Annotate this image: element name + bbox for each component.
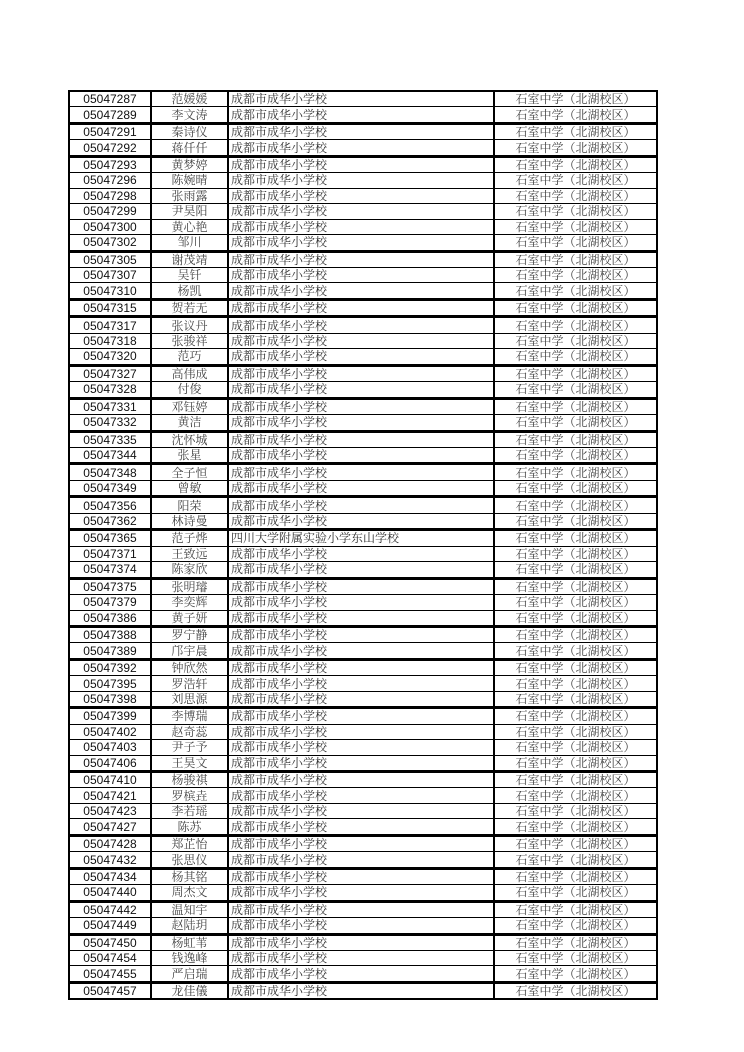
table-row <box>69 349 657 365</box>
student-name-cell: 陈家欣 <box>151 562 228 578</box>
table-row <box>69 755 657 771</box>
admitted-school-cell: 石室中学（北湖校区） <box>494 546 657 561</box>
admitted-school-cell: 石室中学（北湖校区） <box>494 595 657 610</box>
table-row <box>69 885 657 901</box>
primary-school-cell: 成都市成华小学校 <box>228 283 494 299</box>
student-id-cell: 05047388 <box>69 626 151 642</box>
student-id-cell: 05047307 <box>69 267 151 282</box>
table-row <box>69 513 657 529</box>
admitted-school-cell: 石室中学（北湖校区） <box>494 643 657 659</box>
primary-school-cell: 成都市成华小学校 <box>228 235 494 251</box>
table-row <box>69 204 657 219</box>
admitted-school-cell: 石室中学（北湖校区） <box>494 659 657 675</box>
primary-school-cell: 成都市成华小学校 <box>228 676 494 691</box>
student-name-cell: 陈苏 <box>151 819 228 835</box>
table-row <box>69 626 657 642</box>
admitted-school-cell: 石室中学（北湖校区） <box>494 982 657 999</box>
admitted-school-cell: 石室中学（北湖校区） <box>494 267 657 282</box>
admitted-school-cell: 石室中学（北湖校区） <box>494 204 657 219</box>
admitted-school-cell: 石室中学（北湖校区） <box>494 480 657 496</box>
table-row <box>69 918 657 934</box>
student-name-cell: 钟欣然 <box>151 659 228 675</box>
student-id-cell: 05047302 <box>69 235 151 251</box>
primary-school-cell: 成都市成华小学校 <box>228 626 494 642</box>
admitted-school-cell: 石室中学（北湖校区） <box>494 803 657 818</box>
student-name-cell: 温知宇 <box>151 901 228 917</box>
student-id-cell: 05047291 <box>69 123 151 139</box>
admitted-school-cell: 石室中学（北湖校区） <box>494 349 657 365</box>
student-name-cell: 贺若无 <box>151 299 228 316</box>
admitted-school-cell: 石室中学（北湖校区） <box>494 934 657 950</box>
primary-school-cell: 成都市成华小学校 <box>228 317 494 333</box>
table-row <box>69 772 657 788</box>
admitted-school-cell: 石室中学（北湖校区） <box>494 868 657 884</box>
admitted-school-cell: 石室中学（北湖校区） <box>494 382 657 398</box>
student-name-cell: 罗浩轩 <box>151 676 228 691</box>
admitted-school-cell: 石室中学（北湖校区） <box>494 447 657 463</box>
table-row <box>69 691 657 707</box>
student-name-cell: 全子恒 <box>151 464 228 480</box>
primary-school-cell: 成都市成华小学校 <box>228 91 494 107</box>
student-id-cell: 05047356 <box>69 497 151 513</box>
primary-school-cell: 成都市成华小学校 <box>228 447 494 463</box>
admitted-school-cell: 石室中学（北湖校区） <box>494 513 657 529</box>
student-id-cell: 05047421 <box>69 788 151 803</box>
admitted-school-cell: 石室中学（北湖校区） <box>494 140 657 156</box>
primary-school-cell: 成都市成华小学校 <box>228 333 494 348</box>
table-row <box>69 497 657 513</box>
primary-school-cell: 成都市成华小学校 <box>228 365 494 381</box>
student-name-cell: 杨虹苇 <box>151 934 228 950</box>
student-id-cell: 05047371 <box>69 546 151 561</box>
student-id-cell: 05047403 <box>69 740 151 755</box>
admitted-school-cell: 石室中学（北湖校区） <box>494 333 657 348</box>
table-row <box>69 140 657 156</box>
student-id-cell: 05047386 <box>69 610 151 626</box>
primary-school-cell: 成都市成华小学校 <box>228 691 494 707</box>
table-row <box>69 901 657 917</box>
student-id-cell: 05047398 <box>69 691 151 707</box>
admitted-school-cell: 石室中学（北湖校区） <box>494 610 657 626</box>
primary-school-cell: 成都市成华小学校 <box>228 951 494 966</box>
student-id-cell: 05047379 <box>69 595 151 610</box>
table-row <box>69 819 657 835</box>
student-id-cell: 05047455 <box>69 966 151 982</box>
admitted-school-cell: 石室中学（北湖校区） <box>494 772 657 788</box>
student-id-cell: 05047287 <box>69 91 151 107</box>
primary-school-cell: 成都市成华小学校 <box>228 513 494 529</box>
student-id-cell: 05047293 <box>69 156 151 172</box>
table-row <box>69 382 657 398</box>
admitted-school-cell: 石室中学（北湖校区） <box>494 219 657 234</box>
admitted-school-cell: 石室中学（北湖校区） <box>494 398 657 414</box>
primary-school-cell: 成都市成华小学校 <box>228 107 494 123</box>
admitted-school-cell: 石室中学（北湖校区） <box>494 156 657 172</box>
table-row <box>69 219 657 234</box>
student-name-cell: 范媛媛 <box>151 91 228 107</box>
student-name-cell: 邹川 <box>151 235 228 251</box>
student-name-cell: 钱逸峰 <box>151 951 228 966</box>
primary-school-cell: 成都市成华小学校 <box>228 708 494 724</box>
student-name-cell: 张星 <box>151 447 228 463</box>
student-name-cell: 张议丹 <box>151 317 228 333</box>
primary-school-cell: 成都市成华小学校 <box>228 724 494 739</box>
table-row <box>69 788 657 803</box>
student-id-cell: 05047389 <box>69 643 151 659</box>
primary-school-cell: 成都市成华小学校 <box>228 835 494 851</box>
student-id-cell: 05047348 <box>69 464 151 480</box>
table-row <box>69 966 657 982</box>
student-id-cell: 05047457 <box>69 982 151 999</box>
admitted-school-cell: 石室中学（北湖校区） <box>494 188 657 203</box>
student-name-cell: 高伟成 <box>151 365 228 381</box>
student-name-cell: 范巧 <box>151 349 228 365</box>
primary-school-cell: 成都市成华小学校 <box>228 659 494 675</box>
student-name-cell: 张思仪 <box>151 852 228 868</box>
primary-school-cell: 成都市成华小学校 <box>228 595 494 610</box>
student-id-cell: 05047399 <box>69 708 151 724</box>
student-name-cell: 王昊文 <box>151 755 228 771</box>
table-row <box>69 676 657 691</box>
primary-school-cell: 成都市成华小学校 <box>228 966 494 982</box>
student-id-cell: 05047292 <box>69 140 151 156</box>
primary-school-cell: 成都市成华小学校 <box>228 755 494 771</box>
student-name-cell: 李文涛 <box>151 107 228 123</box>
student-id-cell: 05047449 <box>69 918 151 934</box>
student-id-cell: 05047305 <box>69 251 151 267</box>
student-name-cell: 黄梦婷 <box>151 156 228 172</box>
admitted-school-cell: 石室中学（北湖校区） <box>494 299 657 316</box>
student-id-cell: 05047296 <box>69 173 151 188</box>
admitted-school-cell: 石室中学（北湖校区） <box>494 317 657 333</box>
admitted-school-cell: 石室中学（北湖校区） <box>494 835 657 851</box>
primary-school-cell: 成都市成华小学校 <box>228 480 494 496</box>
student-id-cell: 05047289 <box>69 107 151 123</box>
student-id-cell: 05047440 <box>69 885 151 901</box>
admitted-school-cell: 石室中学（北湖校区） <box>494 626 657 642</box>
student-id-cell: 05047310 <box>69 283 151 299</box>
table-row <box>69 91 657 107</box>
student-id-cell: 05047395 <box>69 676 151 691</box>
table-row <box>69 235 657 251</box>
primary-school-cell: 成都市成华小学校 <box>228 918 494 934</box>
primary-school-cell: 成都市成华小学校 <box>228 901 494 917</box>
student-name-cell: 郑芷怡 <box>151 835 228 851</box>
student-id-cell: 05047454 <box>69 951 151 966</box>
student-name-cell: 沈怀城 <box>151 431 228 447</box>
admitted-school-cell: 石室中学（北湖校区） <box>494 365 657 381</box>
student-name-cell: 谢茂靖 <box>151 251 228 267</box>
student-name-cell: 尹昊阳 <box>151 204 228 219</box>
admitted-school-cell: 石室中学（北湖校区） <box>494 562 657 578</box>
admitted-school-cell: 石室中学（北湖校区） <box>494 901 657 917</box>
table-row <box>69 188 657 203</box>
student-name-cell: 李奕辉 <box>151 595 228 610</box>
admitted-school-cell: 石室中学（北湖校区） <box>494 530 657 546</box>
student-name-cell: 蒋仟仟 <box>151 140 228 156</box>
table-row <box>69 480 657 496</box>
admitted-school-cell: 石室中学（北湖校区） <box>494 578 657 594</box>
student-id-cell: 05047423 <box>69 803 151 818</box>
student-table-body <box>69 91 657 999</box>
table-row <box>69 431 657 447</box>
student-id-cell: 05047427 <box>69 819 151 835</box>
student-name-cell: 尹子予 <box>151 740 228 755</box>
table-row <box>69 835 657 851</box>
primary-school-cell: 成都市成华小学校 <box>228 934 494 950</box>
student-id-cell: 05047299 <box>69 204 151 219</box>
student-name-cell: 张骏祥 <box>151 333 228 348</box>
primary-school-cell: 成都市成华小学校 <box>228 610 494 626</box>
student-id-cell: 05047410 <box>69 772 151 788</box>
admitted-school-cell: 石室中学（北湖校区） <box>494 283 657 299</box>
admitted-school-cell: 石室中学（北湖校区） <box>494 918 657 934</box>
student-id-cell: 05047317 <box>69 317 151 333</box>
student-id-cell: 05047402 <box>69 724 151 739</box>
table-row <box>69 365 657 381</box>
admitted-school-cell: 石室中学（北湖校区） <box>494 91 657 107</box>
student-name-cell: 龙佳儀 <box>151 982 228 999</box>
student-name-cell: 林诗曼 <box>151 513 228 529</box>
primary-school-cell: 成都市成华小学校 <box>228 219 494 234</box>
student-name-cell: 邓钰婷 <box>151 398 228 414</box>
student-name-cell: 张明璿 <box>151 578 228 594</box>
table-row <box>69 251 657 267</box>
table-row <box>69 398 657 414</box>
student-id-cell: 05047318 <box>69 333 151 348</box>
student-name-cell: 王致远 <box>151 546 228 561</box>
primary-school-cell: 成都市成华小学校 <box>228 546 494 561</box>
table-row <box>69 123 657 139</box>
student-id-cell: 05047320 <box>69 349 151 365</box>
student-name-cell: 杨凯 <box>151 283 228 299</box>
table-row <box>69 415 657 431</box>
primary-school-cell: 成都市成华小学校 <box>228 643 494 659</box>
table-row <box>69 982 657 999</box>
table-row <box>69 578 657 594</box>
student-name-cell: 张雨露 <box>151 188 228 203</box>
student-name-cell: 付俊 <box>151 382 228 398</box>
student-name-cell: 赵奇蕊 <box>151 724 228 739</box>
admitted-school-cell: 石室中学（北湖校区） <box>494 464 657 480</box>
primary-school-cell: 成都市成华小学校 <box>228 123 494 139</box>
table-row <box>69 530 657 546</box>
admitted-school-cell: 石室中学（北湖校区） <box>494 123 657 139</box>
primary-school-cell: 成都市成华小学校 <box>228 349 494 365</box>
table-row <box>69 317 657 333</box>
student-id-cell: 05047349 <box>69 480 151 496</box>
primary-school-cell: 成都市成华小学校 <box>228 982 494 999</box>
table-row <box>69 447 657 463</box>
primary-school-cell: 成都市成华小学校 <box>228 868 494 884</box>
student-name-cell: 李博瑞 <box>151 708 228 724</box>
primary-school-cell: 成都市成华小学校 <box>228 299 494 316</box>
student-name-cell: 阳荣 <box>151 497 228 513</box>
student-table <box>68 90 658 1000</box>
student-id-cell: 05047315 <box>69 299 151 316</box>
student-id-cell: 05047375 <box>69 578 151 594</box>
table-row <box>69 267 657 282</box>
table-row <box>69 464 657 480</box>
student-name-cell: 赵陆玥 <box>151 918 228 934</box>
student-id-cell: 05047332 <box>69 415 151 431</box>
student-name-cell: 范子烨 <box>151 530 228 546</box>
table-row <box>69 156 657 172</box>
primary-school-cell: 成都市成华小学校 <box>228 398 494 414</box>
table-row <box>69 333 657 348</box>
student-id-cell: 05047406 <box>69 755 151 771</box>
primary-school-cell: 成都市成华小学校 <box>228 382 494 398</box>
table-row <box>69 546 657 561</box>
admitted-school-cell: 石室中学（北湖校区） <box>494 724 657 739</box>
table-row <box>69 299 657 316</box>
student-id-cell: 05047335 <box>69 431 151 447</box>
student-name-cell: 曾敏 <box>151 480 228 496</box>
student-id-cell: 05047327 <box>69 365 151 381</box>
student-name-cell: 杨骏祺 <box>151 772 228 788</box>
student-name-cell: 黄子妍 <box>151 610 228 626</box>
primary-school-cell: 成都市成华小学校 <box>228 140 494 156</box>
primary-school-cell: 成都市成华小学校 <box>228 740 494 755</box>
student-id-cell: 05047450 <box>69 934 151 950</box>
student-name-cell: 邝宇晨 <box>151 643 228 659</box>
admitted-school-cell: 石室中学（北湖校区） <box>494 740 657 755</box>
primary-school-cell: 成都市成华小学校 <box>228 772 494 788</box>
admitted-school-cell: 石室中学（北湖校区） <box>494 107 657 123</box>
table-row <box>69 610 657 626</box>
primary-school-cell: 成都市成华小学校 <box>228 819 494 835</box>
table-row <box>69 659 657 675</box>
student-name-cell: 罗槟垚 <box>151 788 228 803</box>
table-row <box>69 173 657 188</box>
primary-school-cell: 成都市成华小学校 <box>228 156 494 172</box>
table-row <box>69 107 657 123</box>
admitted-school-cell: 石室中学（北湖校区） <box>494 951 657 966</box>
student-id-cell: 05047365 <box>69 530 151 546</box>
student-name-cell: 秦诗仪 <box>151 123 228 139</box>
admitted-school-cell: 石室中学（北湖校区） <box>494 173 657 188</box>
table-row <box>69 708 657 724</box>
primary-school-cell: 成都市成华小学校 <box>228 204 494 219</box>
student-id-cell: 05047362 <box>69 513 151 529</box>
table-row <box>69 595 657 610</box>
student-name-cell: 吴钎 <box>151 267 228 282</box>
primary-school-cell: 成都市成华小学校 <box>228 885 494 901</box>
student-id-cell: 05047428 <box>69 835 151 851</box>
admitted-school-cell: 石室中学（北湖校区） <box>494 415 657 431</box>
student-name-cell: 黄洁 <box>151 415 228 431</box>
primary-school-cell: 成都市成华小学校 <box>228 788 494 803</box>
student-id-cell: 05047434 <box>69 868 151 884</box>
primary-school-cell: 成都市成华小学校 <box>228 173 494 188</box>
table-row <box>69 934 657 950</box>
admitted-school-cell: 石室中学（北湖校区） <box>494 431 657 447</box>
primary-school-cell: 成都市成华小学校 <box>228 415 494 431</box>
primary-school-cell: 成都市成华小学校 <box>228 562 494 578</box>
table-row <box>69 740 657 755</box>
primary-school-cell: 四川大学附属实验小学东山学校 <box>228 530 494 546</box>
admitted-school-cell: 石室中学（北湖校区） <box>494 819 657 835</box>
primary-school-cell: 成都市成华小学校 <box>228 852 494 868</box>
student-id-cell: 05047442 <box>69 901 151 917</box>
table-row <box>69 852 657 868</box>
student-id-cell: 05047392 <box>69 659 151 675</box>
admitted-school-cell: 石室中学（北湖校区） <box>494 235 657 251</box>
admitted-school-cell: 石室中学（北湖校区） <box>494 691 657 707</box>
table-row <box>69 562 657 578</box>
student-name-cell: 李若瑶 <box>151 803 228 818</box>
admitted-school-cell: 石室中学（北湖校区） <box>494 676 657 691</box>
primary-school-cell: 成都市成华小学校 <box>228 188 494 203</box>
student-id-cell: 05047374 <box>69 562 151 578</box>
student-name-cell: 刘思源 <box>151 691 228 707</box>
admitted-school-cell: 石室中学（北湖校区） <box>494 708 657 724</box>
admitted-school-cell: 石室中学（北湖校区） <box>494 788 657 803</box>
admitted-school-cell: 石室中学（北湖校区） <box>494 852 657 868</box>
table-row <box>69 724 657 739</box>
student-name-cell: 杨其铭 <box>151 868 228 884</box>
table-row <box>69 283 657 299</box>
primary-school-cell: 成都市成华小学校 <box>228 251 494 267</box>
student-id-cell: 05047298 <box>69 188 151 203</box>
student-id-cell: 05047300 <box>69 219 151 234</box>
student-name-cell: 黄心艳 <box>151 219 228 234</box>
student-name-cell: 罗宁静 <box>151 626 228 642</box>
student-name-cell: 严启瑞 <box>151 966 228 982</box>
student-id-cell: 05047331 <box>69 398 151 414</box>
student-id-cell: 05047432 <box>69 852 151 868</box>
student-id-cell: 05047344 <box>69 447 151 463</box>
primary-school-cell: 成都市成华小学校 <box>228 431 494 447</box>
primary-school-cell: 成都市成华小学校 <box>228 578 494 594</box>
primary-school-cell: 成都市成华小学校 <box>228 464 494 480</box>
student-name-cell: 陈婉晴 <box>151 173 228 188</box>
primary-school-cell: 成都市成华小学校 <box>228 803 494 818</box>
table-row <box>69 951 657 966</box>
admitted-school-cell: 石室中学（北湖校区） <box>494 251 657 267</box>
student-name-cell: 周杰文 <box>151 885 228 901</box>
admitted-school-cell: 石室中学（北湖校区） <box>494 885 657 901</box>
student-id-cell: 05047328 <box>69 382 151 398</box>
primary-school-cell: 成都市成华小学校 <box>228 267 494 282</box>
admitted-school-cell: 石室中学（北湖校区） <box>494 497 657 513</box>
table-row <box>69 868 657 884</box>
table-row <box>69 643 657 659</box>
admitted-school-cell: 石室中学（北湖校区） <box>494 755 657 771</box>
admitted-school-cell: 石室中学（北湖校区） <box>494 966 657 982</box>
table-row <box>69 803 657 818</box>
primary-school-cell: 成都市成华小学校 <box>228 497 494 513</box>
